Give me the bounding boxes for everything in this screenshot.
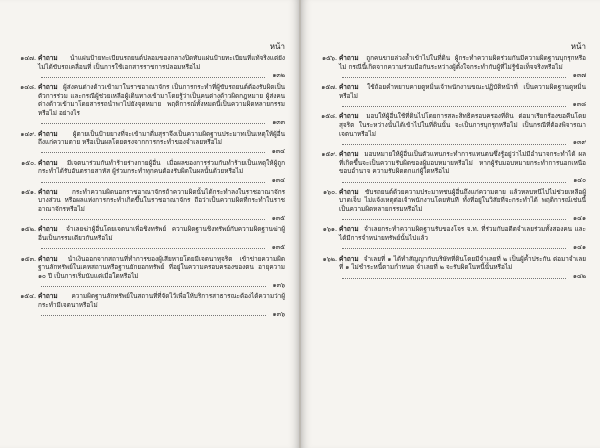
entry-number: ๑๔๙. [20,129,36,138]
entry-page-number: ๑๓๖ [272,280,285,289]
entry-tail [38,310,285,319]
entry-text-block [339,54,586,71]
entry-label: คำถาม [38,54,58,62]
entry-body [38,130,285,156]
entry-page-number: ๑๔๑ [573,213,586,222]
dot-leader [342,76,566,78]
entry-label: คำถาม [339,225,359,234]
entry-text-block [339,255,586,272]
entry-body [339,225,586,251]
dot-leader [41,285,266,287]
entry-text-block [339,225,586,242]
entry-page-number: ๑๓๒ [272,71,285,80]
entry-text-block [38,54,285,71]
entry-number: ๑๕๙. [321,149,337,158]
entry-text: ความผิดฐานลักทรัพย์ในสถานที่ที่จัดไว้เพื่อให้บริการสาธารณะต้องได้ความว่าผู้กระทำมีเจตนาหรือไม่ [38,292,285,309]
entry-label: คำถาม [339,54,359,62]
entry-label: คำถาม [38,83,58,92]
entry-tail [38,118,285,127]
entry-text: นำแผ่นป้ายทะเบียนรถยนต์ปลอมของกลางปิดทับแผ่นป้ายทะเบียนที่แท้จริงแต่ยังไม่ได้ขับรถเคลื่อนที่ เป็นการใช้เอกสารราชการปลอมหรือไม่ [38,54,285,71]
dot-leader [41,151,265,153]
entry-body [38,225,285,251]
entry-number: ๑๕๐. [21,158,36,167]
entry-text-block [339,150,586,176]
left-page [0,0,299,448]
entry-tail [339,71,586,80]
entry-number: ๑๕๓. [20,254,36,263]
toc-entry [18,292,285,318]
entry-text-block [339,83,586,100]
entry-tail [339,138,586,147]
entry-body [38,54,285,80]
toc-entry [319,225,586,251]
toc-entry [319,188,586,223]
entry-label: คำถาม [339,112,359,121]
toc-entry [18,83,285,126]
entry-label: คำถาม [38,129,58,138]
entry-label: คำถาม [339,187,359,196]
entry-text: ผู้ตายเป็นป้ายยางที่จะเข้ามาดื่มสุราจึงเป็นความผิดฐานประมาทเป็นเหตุให้ผู้อื่นถึงแก่ความตาย หรือเป็นผลโดยตรงจากการกระทำของจำเลยหรือไม่ [38,129,285,147]
page-column-header: หน้า [570,42,586,51]
entry-page-number: ๑๓๗ [572,71,586,80]
entry-text: ถูกคนขายล่วงล้ำเข้าไปในที่ดิน ผู้กระทำความผิดร่วมกันมีความผิดฐานบุกรุกหรือไม่ กรณีนี้เกิดจากความร่วมมือกันระหว่างผู้ตั้งใจกระทำกับผู้ที่ไม่รู้ข้อเท็จจริงหรือไม่ [339,54,586,71]
toc-entry [319,255,586,281]
entry-text: จำเลยที่ ๑ ได้ทำสัญญากับบริษัทที่ดินโดยมีจำเลยที่ ๒ เป็นผู้ค้ำประกัน ต่อมาจำเลยที่ ๑ ไม่ชำระหนี้ตามกำหนด จำเลยที่ ๒ จะรับผิดในหนี้นั้นหรือไม่ [339,254,586,272]
entry-number: ๑๕๑. [21,187,36,196]
toc-entry [319,150,586,185]
dot-leader [41,218,265,220]
entry-text: ใช้ถ้อยคำหยาบคายดูหมิ่นเจ้าพนักงานขณะปฏิบัติหน้าที่ เป็นความผิดฐานดูหมิ่นหรือไม่ [339,83,586,100]
dot-leader [41,314,266,316]
entry-text-block [38,159,285,176]
entry-body [38,292,285,318]
entry-tail [339,100,586,109]
dot-leader [41,122,265,124]
entry-page-number: ๑๓๓ [272,117,285,126]
entry-label: คำถาม [38,292,58,301]
entry-body [38,83,285,126]
entry-text-block [38,225,285,242]
entry-label: คำถาม [38,187,58,196]
entry-text: มอบหมายให้ผู้อื่นเป็นตัวแทนกระทำการแทนตนซึ่งรู้อยู่ว่าไม่มีอำนาจกระทำได้ ผลที่เกิดขึ้นจะเป็นความรับผิดของผู้มอบหมายหรือไม่ หากผู้รับมอบหมายกระทำการนอกเหนือขอบอำนาจ ความรับผิดตกแก่ผู้ใดหรือไม่ [339,149,586,176]
entry-number: ๑๕๘. [321,112,337,121]
entry-number: ๑๕๖. [322,54,337,62]
toc-entry [18,255,285,290]
toc-entry [18,159,285,185]
entry-label: คำถาม [38,254,58,263]
entry-number: ๑๖๐. [322,187,337,196]
entry-text-block [339,112,586,138]
entry-number: ๑๖๒. [322,254,337,263]
entry-label: คำถาม [339,254,359,263]
entry-number: ๑๕๔. [20,292,36,301]
dot-leader [342,247,566,249]
entry-tail [38,71,285,80]
entry-page-number: ๑๓๕ [271,213,285,222]
entry-page-number: ๑๔๐ [573,175,586,184]
toc-entry [18,54,285,80]
entry-tail [38,243,285,252]
entry-page-number: ๑๓๔ [271,146,285,155]
dot-leader [342,277,566,279]
toc-entry [319,83,586,109]
entry-body [339,150,586,185]
entry-label: คำถาม [38,225,58,234]
entry-body [339,83,586,109]
entry-text: จำเลยฆ่าผู้อื่นโดยเจตนาเพื่อชิงทรัพย์ ความผิดฐานชิงทรัพย์กับความผิดฐานฆ่าผู้อื่นเป็นกรรมเดียวกันหรือไม่ [38,225,285,243]
entry-page-number: ๑๓๙ [572,138,586,147]
toc-entry [319,112,586,147]
entry-text: นำเงินออกจากสถานที่ทำการของผู้เสียหายโดยมีเจตนาทุจริต เข้าข่ายความผิดฐานลักทรัพย์ในเคหสถานหรือฐานยักยอกทรัพย์ ที่อยู่ในความครอบครองของตน อายุความ ๑๐ ปี เป็นการเริ่มนับแต่เมื่อใดหรือไม่ [38,254,285,280]
entry-page-number: ๑๓๘ [572,100,586,109]
dot-leader [342,218,566,220]
entry-label: คำถาม [38,158,58,167]
entry-text: มอบให้ผู้อื่นใช้ที่ดินไปโดยการสละสิทธิครอบครองที่ดิน ต่อมาเรียกร้องขอคืนโดยสุจริต ในระหว่างนั้นได้เข้าไปในที่ดินนั้น จะเป็นการบุกรุกหรือไม่ เป็นกรณีที่ต้องพิจารณาเจตนาหรือไม่ [339,112,586,138]
entry-tail [38,214,285,223]
dot-leader [342,181,566,183]
toc-entry [18,130,285,156]
toc-entry [18,225,285,251]
entry-tail [339,214,586,223]
entry-tail [38,147,285,156]
page-column-header: หน้า [269,42,285,51]
dot-leader [342,143,566,145]
toc-entry [18,188,285,223]
entry-body [339,112,586,147]
entry-text: ขับรถยนต์ด้วยความประมาทชนผู้อื่นถึงแก่ความตาย แล้วหลบหนีไปไม่ช่วยเหลือผู้บาดเจ็บ ไม่แจ้งเหตุต่อเจ้าพนักงานโดยทันที ทั้งที่อยู่ในวิสัยที่จะกระทำได้ พฤติการณ์เช่นนี้เป็นความผิดหลายกรรมหรือไม่ [339,187,586,213]
entry-text: ผู้ส่งคนต่างด้าวเข้ามาในราชอาณาจักร เป็นการกระทำที่ผู้ขับรถยนต์ต้องรับผิดเป็นตัวการร่วม และกรณีผู้ช่วยเหลือผู้เดินทางเข้ามาโดยรู้ว่าเป็นคนต่างด้าวผิดกฎหมาย ผู้ส่งคนต่างด้าวเข้ามาโดยสารรถนำพาไปยังจุดหมาย พฤติการณ์ทั้งหมดนี้เป็นความผิดหลายกรรมหรือไม่ อย่างไร [38,83,285,118]
entry-text: จำเลยกระทำความผิดฐานรับของโจร จ.ท. ที่ร่วมกับอดีตจำเลยร่วมทั้งสองคน และได้มีการจำหน่ายทรัพย์นั้นไปแล้ว [339,225,586,243]
toc-entry [319,54,586,80]
dot-leader [41,76,265,78]
entry-page-number: ๑๓๔ [271,175,285,184]
entry-text-block [38,130,285,147]
entry-tail [339,243,586,252]
entry-tail [38,281,285,290]
entry-number: ๑๕๒. [20,225,36,234]
entry-body [339,188,586,223]
entry-tail [339,272,586,281]
dot-leader [41,247,265,249]
entry-tail [38,176,285,185]
entry-text-block [38,292,285,309]
entry-page-number: ๑๔๒ [572,271,586,280]
entry-body [38,188,285,223]
entry-page-number: ๑๔๑ [573,242,586,251]
entry-text: กระทำความผิดนอกราชอาณาจักรถ้าความผิดนั้นได้กระทำลงในราชอาณาจักรบางส่วน หรือผลแห่งการกระทำเกิดขึ้นในราชอาณาจักร ถือว่าเป็นความผิดที่กระทำในราชอาณาจักรหรือไม่ [38,187,285,213]
entry-body [38,255,285,290]
entry-text-block [38,83,285,118]
entry-label: คำถาม [339,149,359,158]
entry-page-number: ๑๓๕ [271,242,285,251]
toc-list-left [18,54,285,318]
entry-text: มีเจตนาร่วมกันทำร้ายร่างกายผู้อื่น เมื่อผลของการร่วมกันทำร้ายเป็นเหตุให้ผู้ถูกกระทำได้รับอันตรายสาหัส ผู้ร่วมกระทำทุกคนต้องรับผิดในผลนั้นด้วยหรือไม่ [38,158,285,176]
entry-body [38,159,285,185]
entry-tail [339,176,586,185]
entry-label: คำถาม [339,83,359,92]
dot-leader [41,181,265,183]
entry-text-block [38,188,285,214]
toc-list-right [319,54,586,281]
dot-leader [342,105,566,107]
entry-body [339,54,586,80]
entry-page-number: ๑๓๖ [272,309,285,318]
entry-number: ๑๔๗. [20,54,36,62]
entry-number: ๑๖๑. [322,225,337,234]
right-page [301,0,600,448]
entry-body [339,255,586,281]
entry-text-block [339,188,586,214]
entry-number: ๑๔๘. [20,83,36,92]
entry-number: ๑๕๗. [321,83,337,92]
entry-text-block [38,255,285,281]
